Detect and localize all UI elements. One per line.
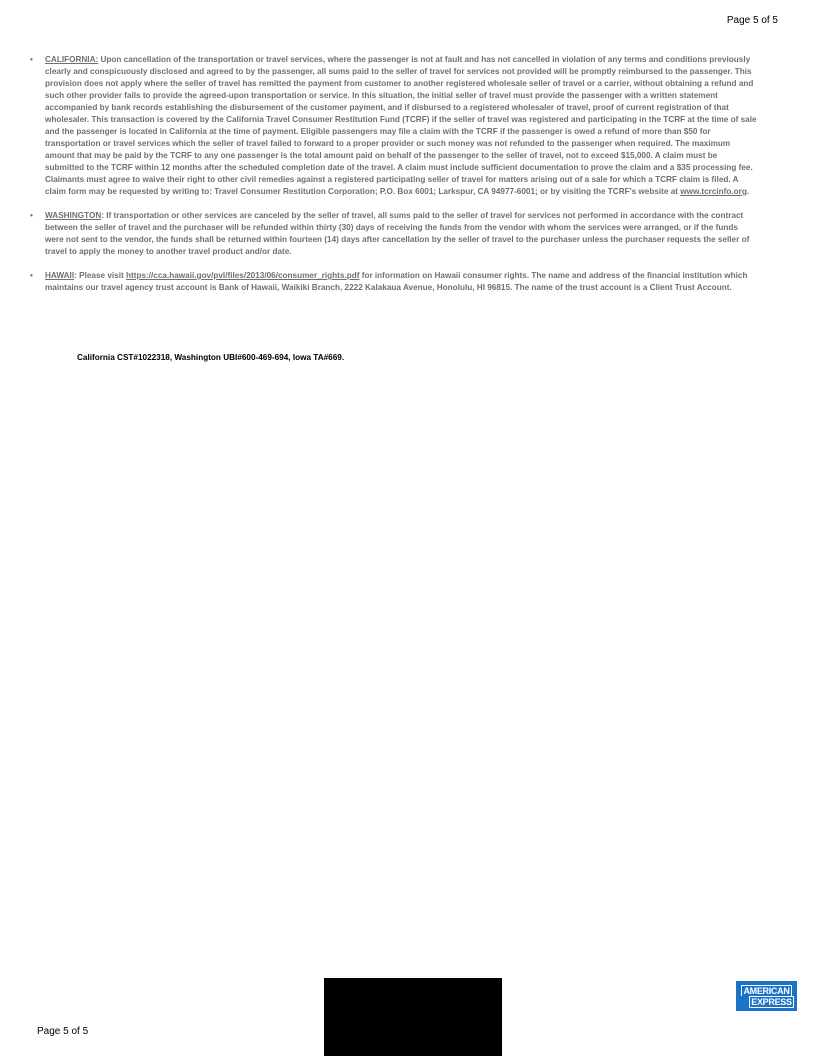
logo-line-express: EXPRESS — [751, 996, 792, 1007]
bullet-icon: • — [30, 271, 33, 280]
bullet-icon: • — [30, 55, 33, 64]
page-number-top: Page 5 of 5 — [726, 15, 778, 26]
logo-line-american: AMERICAN — [743, 985, 790, 996]
page-number-bottom: Page 5 of 5 — [37, 1026, 89, 1037]
state-heading-washington: WASHINGTON — [45, 211, 102, 220]
term-hawaii — [30, 270, 758, 294]
bullet-icon: • — [30, 211, 33, 220]
term-text-washington: : If transportation or other services are canceled by the seller of travel, all sums paid to the seller of travel for services not performed in accordance with the contract between the seller of travel and the purchaser will be refunded within thirty (30) days of receiving the funds from the vendor with whom the services were arranged, or if the funds were not sent to the vendor, the funds shall be returned within fourteen (14) days after cancellation by the seller of travel to the purchaser unless the purchaser requests the seller of travel to apply the money to another travel product and/or date. — [45, 211, 750, 256]
term-text-california: Upon cancellation of the transportation or travel services, where the passenger is not at fault and has not cancelled in violation of any terms and conditions previously clearly and conspicuously disclosed and agreed to by the passenger, all sums paid to the seller of travel for services not provided will be promptly reimbursed to the passenger. This provision does not apply where the seller of travel has remitted the payment from customer to another registered wholesale seller of travel or a carrier, without obtaining a refund and such other provider fails to provide the agreed-upon transportation or service. In this situation, the initial seller of travel must provide the passenger with a written statement accompanied by bank records establishing the disbursement of the customer payment, and if disbursed to a registered wholesaler of travel, proof of current registration of that wholesaler. This transaction is covered by the California Travel Consumer Restitution Fund (TCRF) if the seller of travel was registered and participating in the TCRF at the time of sale and the passenger is located in California at the time of payment. Eligible passengers may file a claim with the TCRF if the passenger is owed a refund of more than $50 for transportation or travel services which the seller of travel failed to forward to a proper provider or such money was not refunded to the passenger when required. The maximum amount that may be paid by the TCRF to any one passenger is the total amount paid on behalf of the passenger to the seller of travel, not to exceed $15,000. A claim must be submitted to the TCRF within 12 months after the scheduled completion date of the travel. A claim must include sufficient documentation to prove the claim and a $35 processing fee. Claimants must agree to waive their right to other civil remedies against a registered participating seller of travel for matters arising out of a sale for which a TCRF claim is filed. A claim form may be requested by writing to: Travel Consumer Restitution Corporation; P.O. Box 6001; Larkspur, CA 94977-6001; or by visiting the TCRF's website at — [45, 55, 757, 196]
term-text-hawaii-end: for information on Hawaii consumer rights. The name and address of the financial institution which maintains our travel agency trust account is Bank of Hawaii, Waikiki Branch, 2222 Kalakaua Avenue, Honolulu, HI 96815. The name of the trust account is a Client Trust Account. — [45, 271, 748, 292]
state-heading-california: CALIFORNIA: — [45, 55, 99, 64]
hawaii-consumer-rights-link[interactable]: https://cca.hawaii.gov/pvl/files/2013/06/consumer_rights.pdf — [126, 271, 360, 280]
redaction-block — [324, 978, 502, 1056]
term-washington — [30, 210, 758, 258]
term-text-california-end: . — [746, 187, 750, 196]
american-express-logo — [736, 981, 797, 1011]
state-terms-list — [30, 54, 758, 306]
term-california — [30, 54, 758, 198]
term-text-hawaii: : Please visit — [74, 271, 127, 280]
license-numbers: California CST#1022318, Washington UBI#600-469-694, Iowa TA#669. — [77, 353, 345, 362]
state-heading-hawaii: HAWAII — [45, 271, 75, 280]
tcrf-website-link[interactable]: www.tcrcinfo.org — [680, 187, 747, 196]
